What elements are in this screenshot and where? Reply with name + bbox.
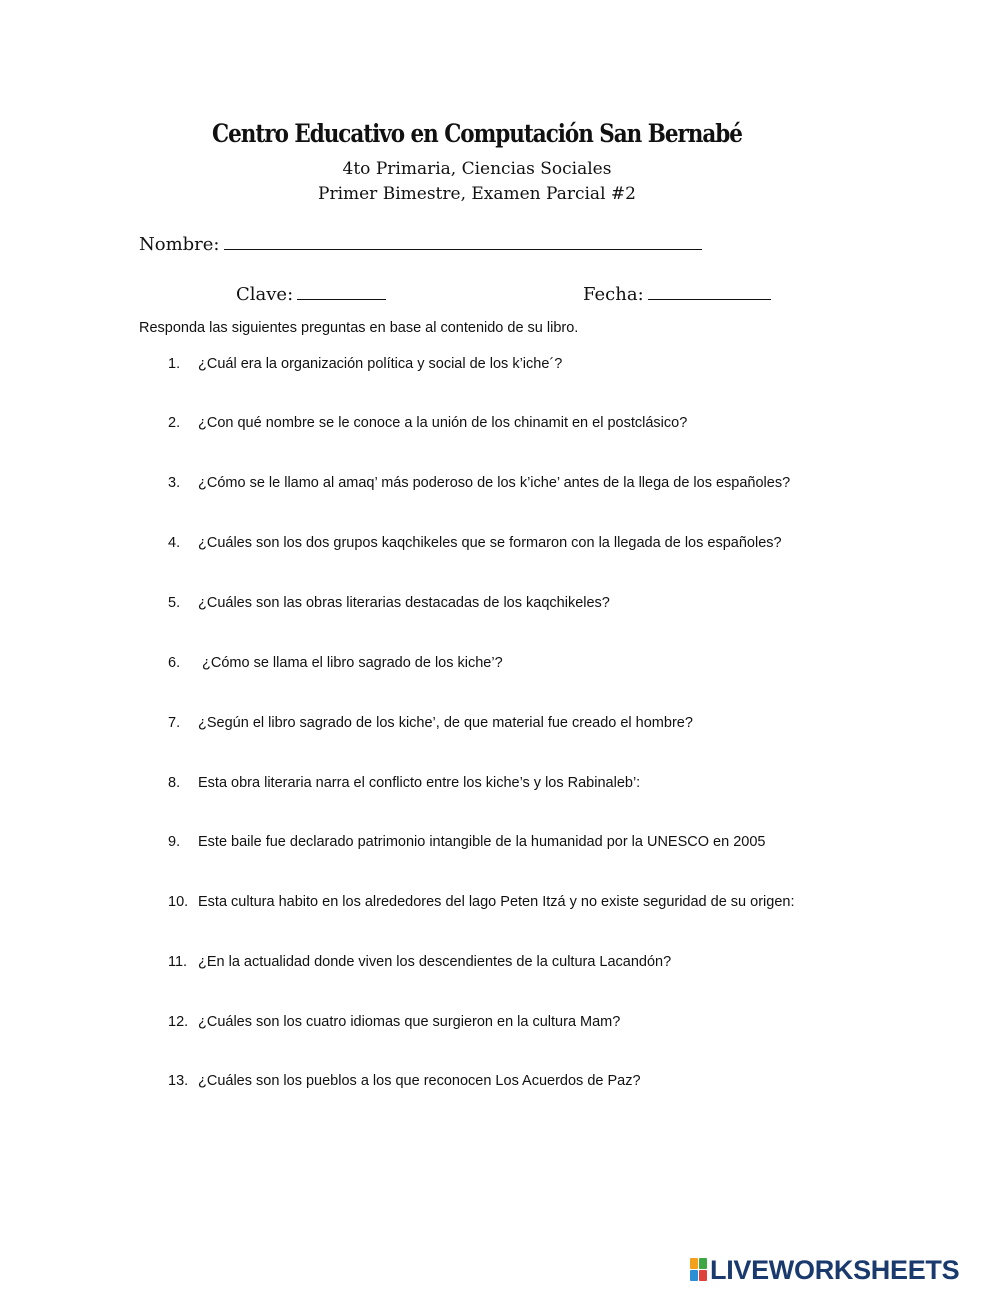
question-number: 13.	[168, 1073, 189, 1089]
question-item	[168, 773, 640, 793]
question-text: ¿Según el libro sagrado de los kiche’, de que material fue creado el hombre?	[198, 715, 693, 731]
question-item	[168, 1071, 641, 1091]
question-number: 7.	[168, 715, 181, 731]
question-number: 5.	[168, 595, 181, 611]
question-text: ¿Cuáles son los pueblos a los que reconocen Los Acuerdos de Paz?	[198, 1073, 641, 1089]
question-number: 1.	[168, 356, 181, 372]
question-number: 4.	[168, 535, 181, 551]
question-text: ¿Cuáles son los cuatro idiomas que surgieron en la cultura Mam?	[198, 1014, 621, 1030]
fecha-label: Fecha:	[583, 284, 644, 305]
question-text: ¿Cómo se llama el libro sagrado de los kiche’?	[198, 655, 503, 671]
liveworksheets-mark-icon	[690, 1258, 708, 1282]
nombre-label: Nombre:	[139, 234, 220, 255]
question-item	[168, 713, 693, 733]
question-item	[168, 1012, 620, 1032]
question-item	[168, 473, 790, 493]
question-item	[168, 533, 782, 553]
liveworksheets-logo[interactable]	[690, 1254, 990, 1284]
question-number: 11.	[168, 954, 188, 970]
subtitle-exam-period: Primer Bimestre, Examen Parcial #2	[318, 184, 636, 204]
question-text: ¿Cuáles son las obras literarias destacadas de los kaqchikeles?	[198, 595, 610, 611]
question-text: ¿En la actualidad donde viven los descendientes de la cultura Lacandón?	[198, 954, 672, 970]
question-number: 8.	[168, 775, 181, 791]
question-item	[168, 593, 610, 613]
question-item	[168, 653, 503, 673]
question-text: ¿Cuál era la organización política y social de los k’iche´?	[198, 356, 563, 372]
question-item	[168, 952, 671, 972]
question-item	[168, 413, 687, 433]
question-text: ¿Cuáles son los dos grupos kaqchikeles que se formaron con la llegada de los españoles?	[198, 535, 782, 551]
question-number: 3.	[168, 475, 181, 491]
question-text: Esta obra literaria narra el conflicto entre los kiche’s y los Rabinaleb’:	[198, 775, 641, 791]
question-text: Esta cultura habito en los alrededores del lago Peten Itzá y no existe seguridad de su origen:	[198, 894, 795, 910]
question-text: ¿Cómo se le llamo al amaq’ más poderoso de los k’iche’ antes de la llega de los españoles?	[198, 475, 791, 491]
question-item	[168, 354, 562, 374]
logo-tile	[690, 1270, 698, 1281]
logo-tile	[690, 1258, 698, 1269]
question-text: ¿Con qué nombre se le conoce a la unión de los chinamit en el postclásico?	[198, 415, 688, 431]
logo-tile	[699, 1270, 707, 1281]
question-number: 12.	[168, 1014, 189, 1030]
subtitle-grade-subject: 4to Primaria, Ciencias Sociales	[342, 159, 612, 179]
page-title: Centro Educativo en Computación San Bernabé	[212, 119, 742, 148]
question-number: 10.	[168, 894, 189, 910]
question-text: Este baile fue declarado patrimonio intangible de la humanidad por la UNESCO en 2005	[198, 834, 766, 850]
question-number: 6.	[168, 655, 181, 671]
liveworksheets-wordmark: LIVEWORKSHEETS	[710, 1255, 960, 1285]
logo-tile	[699, 1258, 707, 1269]
question-number: 9.	[168, 834, 181, 850]
question-number: 2.	[168, 415, 181, 431]
question-item	[168, 892, 795, 912]
clave-label: Clave:	[236, 284, 294, 305]
question-item	[168, 832, 765, 852]
instructions-text: Responda las siguientes preguntas en base al contenido de su libro.	[139, 320, 579, 336]
